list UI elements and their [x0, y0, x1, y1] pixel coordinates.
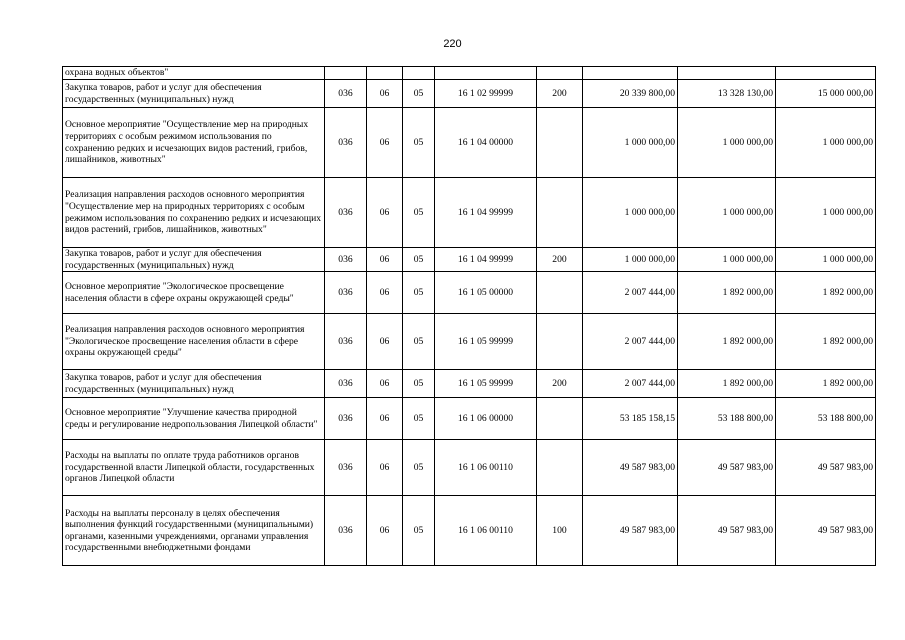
amount-year-3-cell: 1 892 000,00	[776, 272, 876, 314]
amount-year-2-cell: 1 000 000,00	[678, 248, 776, 272]
target-article-cell: 16 1 04 99999	[435, 178, 537, 248]
row-name-cell: Расходы на выплаты персоналу в целях обеспечения выполнения функций государственными (муниципальными) органами, казенными учреждениями, органами управления государственными внебюджетными фондами	[63, 496, 325, 566]
subsection-code-cell: 05	[403, 398, 435, 440]
amount-year-2-cell: 1 892 000,00	[678, 370, 776, 398]
subsection-code-cell: 05	[403, 80, 435, 108]
subsection-code-cell: 05	[403, 108, 435, 178]
expense-type-cell	[537, 272, 583, 314]
amount-year-3-cell: 1 000 000,00	[776, 248, 876, 272]
amount-year-2-cell: 1 892 000,00	[678, 314, 776, 370]
amount-year-1-cell: 2 007 444,00	[583, 272, 678, 314]
target-article-cell: 16 1 02 99999	[435, 80, 537, 108]
section-code-cell: 06	[367, 496, 403, 566]
admin-code-cell: 036	[325, 80, 367, 108]
amount-year-1-cell: 53 185 158,15	[583, 398, 678, 440]
amount-year-2-cell: 13 328 130,00	[678, 80, 776, 108]
section-code-cell: 06	[367, 178, 403, 248]
admin-code-cell: 036	[325, 314, 367, 370]
admin-code-cell	[325, 67, 367, 80]
admin-code-cell: 036	[325, 440, 367, 496]
row-name-cell: Расходы на выплаты по оплате труда работников органов государственной власти Липецкой области, государственных органов Липецкой области	[63, 440, 325, 496]
section-code-cell: 06	[367, 314, 403, 370]
amount-year-3-cell: 15 000 000,00	[776, 80, 876, 108]
amount-year-3-cell: 49 587 983,00	[776, 440, 876, 496]
table-row	[63, 80, 876, 108]
amount-year-3-cell: 1 892 000,00	[776, 314, 876, 370]
expense-type-cell	[537, 108, 583, 178]
section-code-cell: 06	[367, 370, 403, 398]
table-row	[63, 370, 876, 398]
admin-code-cell: 036	[325, 398, 367, 440]
expense-type-cell	[537, 314, 583, 370]
amount-year-3-cell: 1 892 000,00	[776, 370, 876, 398]
target-article-cell: 16 1 05 99999	[435, 370, 537, 398]
section-code-cell: 06	[367, 80, 403, 108]
row-name-cell: Основное мероприятие "Улучшение качества природной среды и регулирование недропользования Липецкой области"	[63, 398, 325, 440]
row-name-cell: Реализация направления расходов основного мероприятия "Осуществление мер на природных территориях с особым режимом использования по сохранению редких и исчезающих видов растений, грибов, лишайников, животных"	[63, 178, 325, 248]
amount-year-1-cell: 1 000 000,00	[583, 248, 678, 272]
subsection-code-cell: 05	[403, 440, 435, 496]
amount-year-3-cell: 49 587 983,00	[776, 496, 876, 566]
expense-type-cell: 200	[537, 370, 583, 398]
expense-type-cell: 100	[537, 496, 583, 566]
target-article-cell: 16 1 04 99999	[435, 248, 537, 272]
row-name-cell: Закупка товаров, работ и услуг для обеспечения государственных (муниципальных) нужд	[63, 248, 325, 272]
section-code-cell: 06	[367, 272, 403, 314]
subsection-code-cell: 05	[403, 314, 435, 370]
row-name-cell: охрана водных объектов"	[63, 67, 325, 80]
budget-table	[62, 66, 876, 566]
amount-year-1-cell: 2 007 444,00	[583, 314, 678, 370]
amount-year-2-cell: 53 188 800,00	[678, 398, 776, 440]
subsection-code-cell: 05	[403, 248, 435, 272]
target-article-cell: 16 1 06 00000	[435, 398, 537, 440]
expense-type-cell: 200	[537, 248, 583, 272]
target-article-cell: 16 1 06 00110	[435, 440, 537, 496]
row-name-cell: Основное мероприятие "Экологическое просвещение населения области в сфере охраны окружающей среды"	[63, 272, 325, 314]
row-name-cell: Реализация направления расходов основного мероприятия "Экологическое просвещение населения области в сфере охраны окружающей среды"	[63, 314, 325, 370]
table-row	[63, 67, 876, 80]
amount-year-2-cell: 49 587 983,00	[678, 440, 776, 496]
target-article-cell	[435, 67, 537, 80]
table-row	[63, 272, 876, 314]
admin-code-cell: 036	[325, 496, 367, 566]
expense-type-cell	[537, 440, 583, 496]
section-code-cell	[367, 67, 403, 80]
amount-year-1-cell: 1 000 000,00	[583, 178, 678, 248]
table-row	[63, 178, 876, 248]
table-body	[63, 67, 876, 566]
amount-year-2-cell	[678, 67, 776, 80]
amount-year-1-cell: 1 000 000,00	[583, 108, 678, 178]
target-article-cell: 16 1 04 00000	[435, 108, 537, 178]
subsection-code-cell: 05	[403, 272, 435, 314]
page-number: 220	[443, 38, 462, 50]
table-row	[63, 398, 876, 440]
section-code-cell: 06	[367, 108, 403, 178]
table-row	[63, 496, 876, 566]
table-row	[63, 314, 876, 370]
section-code-cell: 06	[367, 248, 403, 272]
amount-year-3-cell: 1 000 000,00	[776, 178, 876, 248]
admin-code-cell: 036	[325, 108, 367, 178]
admin-code-cell: 036	[325, 272, 367, 314]
expense-type-cell	[537, 398, 583, 440]
expense-type-cell	[537, 178, 583, 248]
target-article-cell: 16 1 05 99999	[435, 314, 537, 370]
section-code-cell: 06	[367, 398, 403, 440]
amount-year-3-cell	[776, 67, 876, 80]
table-row	[63, 248, 876, 272]
subsection-code-cell: 05	[403, 178, 435, 248]
admin-code-cell: 036	[325, 248, 367, 272]
amount-year-1-cell: 49 587 983,00	[583, 496, 678, 566]
subsection-code-cell	[403, 67, 435, 80]
table-row	[63, 440, 876, 496]
row-name-cell: Закупка товаров, работ и услуг для обеспечения государственных (муниципальных) нужд	[63, 370, 325, 398]
amount-year-2-cell: 1 000 000,00	[678, 108, 776, 178]
target-article-cell: 16 1 05 00000	[435, 272, 537, 314]
amount-year-3-cell: 53 188 800,00	[776, 398, 876, 440]
section-code-cell: 06	[367, 440, 403, 496]
amount-year-1-cell: 49 587 983,00	[583, 440, 678, 496]
amount-year-2-cell: 1 892 000,00	[678, 272, 776, 314]
amount-year-1-cell: 2 007 444,00	[583, 370, 678, 398]
amount-year-3-cell: 1 000 000,00	[776, 108, 876, 178]
subsection-code-cell: 05	[403, 496, 435, 566]
row-name-cell: Основное мероприятие "Осуществление мер на природных территориях с особым режимом использования по сохранению редких и исчезающих видов растений, грибов, лишайников, животных"	[63, 108, 325, 178]
row-name-cell: Закупка товаров, работ и услуг для обеспечения государственных (муниципальных) нужд	[63, 80, 325, 108]
admin-code-cell: 036	[325, 178, 367, 248]
table-row	[63, 108, 876, 178]
expense-type-cell: 200	[537, 80, 583, 108]
target-article-cell: 16 1 06 00110	[435, 496, 537, 566]
amount-year-1-cell	[583, 67, 678, 80]
expense-type-cell	[537, 67, 583, 80]
amount-year-2-cell: 49 587 983,00	[678, 496, 776, 566]
amount-year-1-cell: 20 339 800,00	[583, 80, 678, 108]
admin-code-cell: 036	[325, 370, 367, 398]
amount-year-2-cell: 1 000 000,00	[678, 178, 776, 248]
subsection-code-cell: 05	[403, 370, 435, 398]
